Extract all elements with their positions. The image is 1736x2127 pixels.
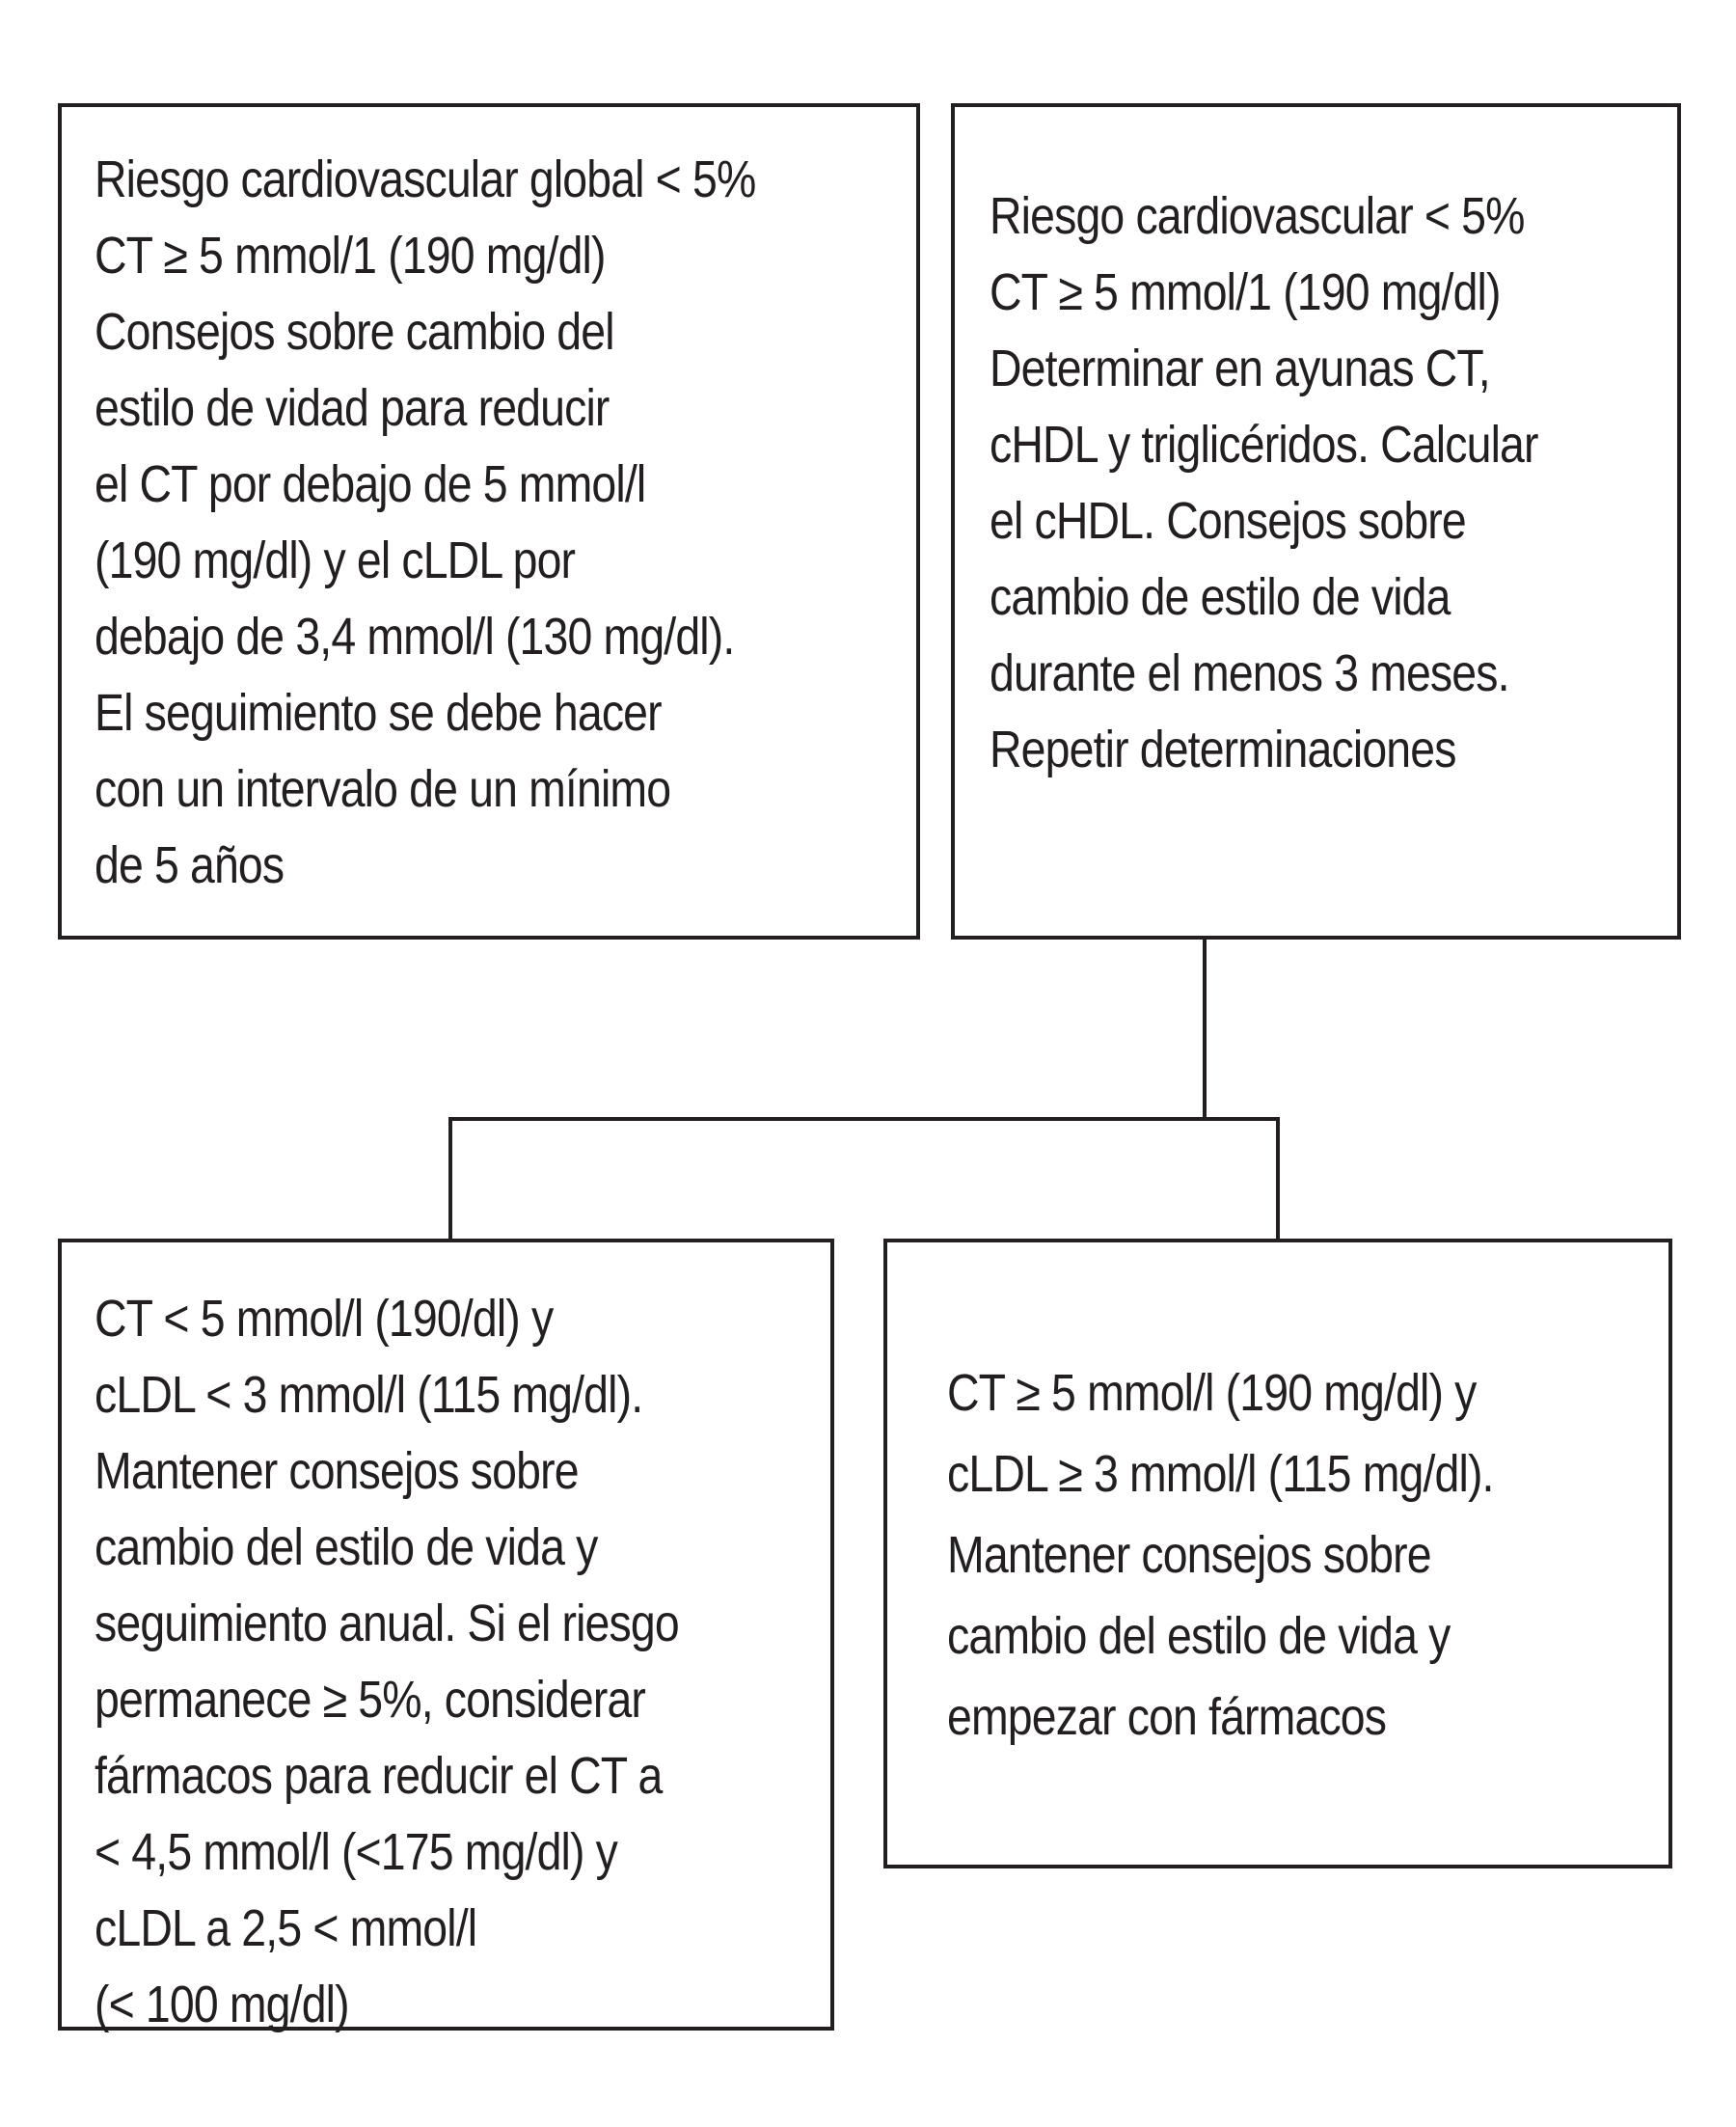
text-line: CT ≥ 5 mmol/1 (190 mg/dl) xyxy=(990,263,1501,321)
text-line: estilo de vidad para reducir xyxy=(95,379,610,437)
box-start-drugs-text xyxy=(947,1352,1494,1758)
text-line: CT < 5 mmol/l (190/dl) y xyxy=(95,1290,554,1348)
text-line: el CT por debajo de 5 mmol/l xyxy=(95,455,646,513)
box-start-drugs xyxy=(883,1239,1672,1868)
text-line: de 5 años xyxy=(95,836,285,894)
box-target-reached xyxy=(58,1239,834,2031)
text-line: durante el menos 3 meses. xyxy=(990,644,1509,702)
text-line: debajo de 3,4 mmol/l (130 mg/dl). xyxy=(95,608,735,666)
text-line: Mantener consejos sobre xyxy=(95,1442,579,1500)
text-line: Mantener consejos sobre xyxy=(947,1526,1431,1584)
text-line: el cHDL. Consejos sobre xyxy=(990,492,1466,550)
text-line: CT ≥ 5 mmol/l (190 mg/dl) y xyxy=(947,1364,1477,1422)
box-low-risk-determine-text xyxy=(990,178,1538,788)
text-line: El seguimiento se debe hacer xyxy=(95,684,662,742)
text-line: con un intervalo de un mínimo xyxy=(95,760,671,818)
text-line: (< 100 mg/dl) xyxy=(95,1976,349,2033)
text-line: fármacos para reducir el CT a xyxy=(95,1747,663,1805)
text-line: empezar con fármacos xyxy=(947,1688,1387,1746)
text-line: Determinar en ayunas CT, xyxy=(990,340,1490,397)
text-line: cLDL ≥ 3 mmol/l (115 mg/dl). xyxy=(947,1445,1494,1503)
box-target-reached-text xyxy=(95,1281,679,2043)
text-line: cambio del estilo de vida y xyxy=(947,1607,1451,1665)
box-low-risk-global xyxy=(58,103,920,940)
text-line: cambio de estilo de vida xyxy=(990,568,1451,626)
text-line: < 4,5 mmol/l (<175 mg/dl) y xyxy=(95,1823,618,1881)
box-low-risk-determine xyxy=(951,103,1681,940)
text-line: permanece ≥ 5%, considerar xyxy=(95,1671,646,1729)
text-line: cambio del estilo de vida y xyxy=(95,1518,598,1576)
text-line: (190 mg/dl) y el cLDL por xyxy=(95,532,576,589)
text-line: cHDL y triglicéridos. Calcular xyxy=(990,416,1538,474)
text-line: Riesgo cardiovascular global < 5% xyxy=(95,150,756,208)
box-low-risk-global-text xyxy=(95,142,755,904)
text-line: CT ≥ 5 mmol/1 (190 mg/dl) xyxy=(95,227,606,285)
text-line: cLDL a 2,5 < mmol/l xyxy=(95,1899,477,1957)
text-line: seguimiento anual. Si el riesgo xyxy=(95,1595,679,1652)
text-line: Consejos sobre cambio del xyxy=(95,303,614,361)
text-line: Riesgo cardiovascular < 5% xyxy=(990,187,1525,245)
text-line: cLDL < 3 mmol/l (115 mg/dl). xyxy=(95,1366,643,1424)
text-line: Repetir determinaciones xyxy=(990,721,1456,778)
